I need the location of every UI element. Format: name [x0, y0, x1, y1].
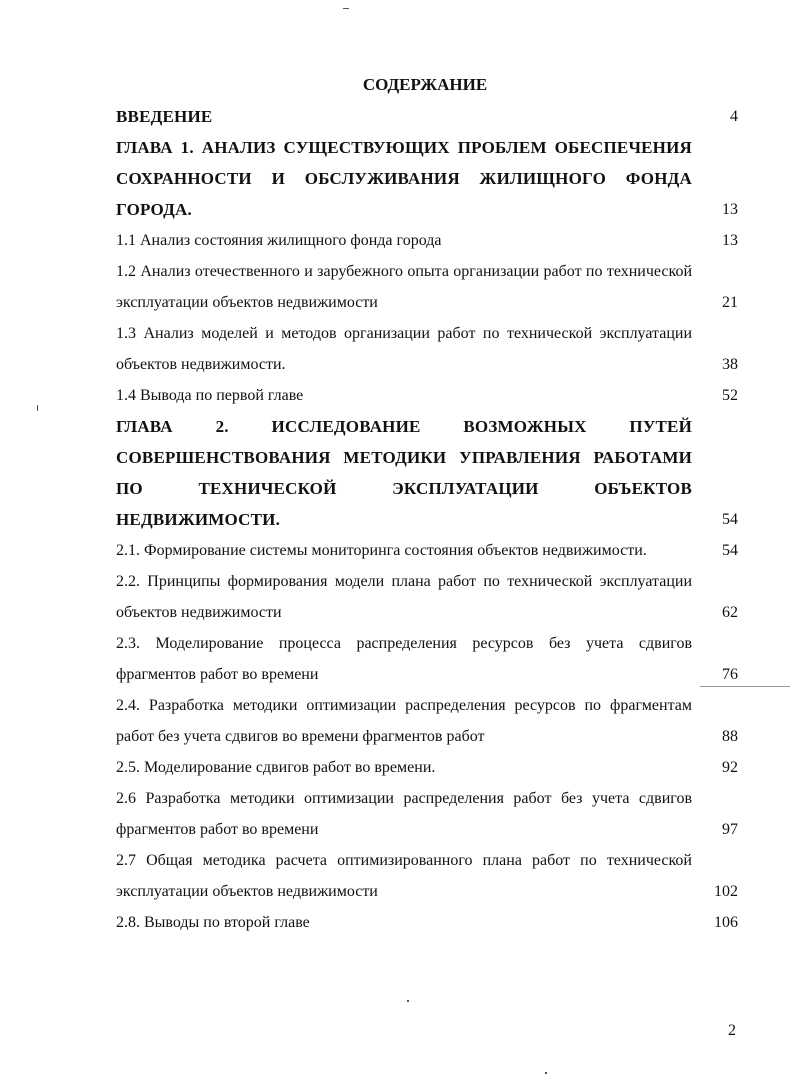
toc-section-entry [116, 566, 738, 628]
toc-section-entry [116, 907, 738, 938]
scan-speck [343, 8, 349, 9]
toc-chapter-entry [116, 132, 738, 225]
toc-entry-title: 2.3. Моделирование процесса распределения ресурсов без учета сдвигов фрагментов работ во времени [116, 635, 692, 683]
toc-entry-page: 21 [722, 294, 738, 311]
toc-entry-title: 1.1 Анализ состояния жилищного фонда города [116, 232, 442, 249]
toc-section-entry [116, 783, 738, 845]
toc-entry-page: 62 [722, 604, 738, 621]
toc-section-entry [116, 690, 738, 752]
toc-entry-page: 54 [722, 511, 738, 528]
toc-chapter-entry [116, 411, 738, 535]
toc-entry-page: 106 [714, 914, 738, 931]
scan-speck [37, 405, 38, 411]
toc-entry-title: 2.5. Моделирование сдвигов работ во времени. [116, 759, 436, 776]
toc-entry-page: 88 [722, 728, 738, 745]
toc-entry-page: 13 [722, 201, 738, 218]
toc-entry-title: ГЛАВА 2. ИССЛЕДОВАНИЕ ВОЗМОЖНЫХ ПУТЕЙ СОВЕРШЕНСТВОВАНИЯ МЕТОДИКИ УПРАВЛЕНИЯ РАБОТАМИ ПО ТЕХНИЧЕСКОЙ ЭКСПЛУАТАЦИИ ОБЪЕКТОВ НЕДВИЖИМОСТИ. [116, 417, 692, 529]
scan-speck [545, 1072, 547, 1074]
toc-entry-title: 2.7 Общая методика расчета оптимизированного плана работ по технической эксплуатации объектов недвижимости [116, 852, 692, 900]
toc-section-entry [116, 752, 738, 783]
toc-entry-page: 54 [722, 542, 738, 559]
toc-chapter-entry [116, 101, 738, 132]
toc-section-entry [116, 225, 738, 256]
page-title: СОДЕРЖАНИЕ [362, 75, 488, 94]
toc-section-entry [116, 256, 738, 318]
toc-entry-page: 92 [722, 759, 738, 776]
toc-entry-page: 97 [722, 821, 738, 838]
scan-speck [407, 1000, 409, 1002]
toc-entry-title: 2.2. Принципы формирования модели плана работ по технической эксплуатации объектов недвижимости [116, 573, 692, 621]
toc-entry-page: 52 [722, 387, 738, 404]
page-number: 2 [728, 1022, 736, 1039]
toc-entry-title: 2.6 Разработка методики оптимизации распределения работ без учета сдвигов фрагментов работ во времени [116, 790, 692, 838]
toc-entry-page: 4 [730, 108, 738, 125]
toc-entry-page: 38 [722, 356, 738, 373]
toc-section-entry [116, 628, 738, 690]
toc-section-entry [116, 535, 738, 566]
toc-entry-title: 1.4 Вывода по первой главе [116, 387, 304, 404]
toc-section-entry [116, 845, 738, 907]
toc-entry-page: 102 [714, 883, 738, 900]
toc-entry-title: 2.8. Выводы по второй главе [116, 914, 310, 931]
toc-section-entry [116, 318, 738, 380]
toc-entry-title: ГЛАВА 1. АНАЛИЗ СУЩЕСТВУЮЩИХ ПРОБЛЕМ ОБЕСПЕЧЕНИЯ СОХРАННОСТИ И ОБСЛУЖИВАНИЯ ЖИЛИЩНОГО ФОНДА ГОРОДА. [116, 138, 692, 219]
toc-entry-page: 76 [722, 666, 738, 683]
toc-entry-title: 2.1. Формирование системы мониторинга состояния объектов недвижимости. [116, 542, 647, 559]
table-of-contents [116, 101, 738, 938]
toc-entry-title: ВВЕДЕНИЕ [116, 107, 213, 126]
toc-section-entry [116, 380, 738, 411]
toc-entry-title: 2.4. Разработка методики оптимизации распределения ресурсов по фрагментам работ без учета сдвигов во времени фрагментов работ [116, 697, 692, 745]
toc-entry-title: 1.2 Анализ отечественного и зарубежного опыта организации работ по технической эксплуатации объектов недвижимости [116, 263, 692, 311]
toc-entry-page: 13 [722, 232, 738, 249]
toc-entry-title: 1.3 Анализ моделей и методов организации работ по технической эксплуатации объектов недвижимости. [116, 325, 692, 373]
